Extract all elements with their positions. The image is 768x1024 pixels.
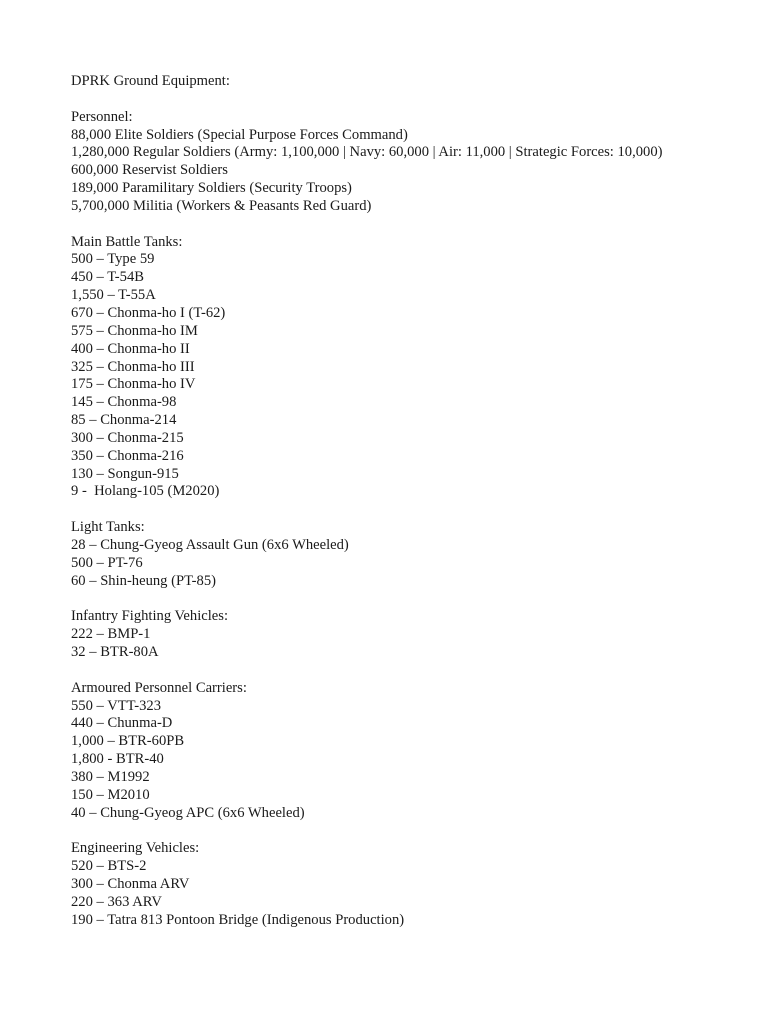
list-item: 380 – M1992 [71,768,150,785]
list-item: 189,000 Paramilitary Soldiers (Security Troops) [71,180,352,197]
list-item: 88,000 Elite Soldiers (Special Purpose Forces Command) [71,126,408,143]
list-item: 670 – Chonma-ho I (T-62) [71,304,226,321]
section-infantry-fighting-vehicles [71,608,761,662]
list-item: 520 – BTS-2 [71,858,147,875]
list-item: 220 – 363 ARV [71,893,162,910]
document-title-block [71,73,761,91]
list-item: 600,000 Reservist Soldiers [71,162,228,179]
list-item: 1,000 – BTR-60PB [71,733,185,750]
section-personnel [71,109,761,216]
list-item: 28 – Chung-Gyeog Assault Gun (6x6 Wheeled) [71,536,349,553]
section-main-battle-tanks [71,234,761,502]
list-item: 300 – Chonma ARV [71,875,190,892]
list-item: 60 – Shin-heung (PT-85) [71,572,216,589]
section-armoured-personnel-carriers [71,680,761,823]
document-title: DPRK Ground Equipment: [71,73,230,89]
list-item: 1,280,000 Regular Soldiers (Army: 1,100,000 | Navy: 60,000 | Air: 11,000 | Strategic Forces: 10,000) [71,144,663,161]
section-heading: Infantry Fighting Vehicles: [71,608,228,625]
section-engineering-vehicles [71,840,761,929]
list-item: 190 – Tatra 813 Pontoon Bridge (Indigenous Production) [71,911,405,928]
list-item: 1,550 – T-55A [71,287,156,304]
document-body [71,73,761,930]
section-heading: Light Tanks: [71,519,145,536]
list-item: 400 – Chonma-ho II [71,340,190,357]
list-item: 450 – T-54B [71,269,144,286]
section-heading: Armoured Personnel Carriers: [71,679,247,696]
section-heading: Main Battle Tanks: [71,233,183,250]
list-item: 300 – Chonma-215 [71,429,184,446]
list-item: 32 – BTR-80A [71,644,159,660]
list-item: 222 – BMP-1 [71,626,151,643]
list-item: 1,800 - BTR-40 [71,751,164,768]
list-item: 130 – Songun-915 [71,465,179,482]
list-item: 40 – Chung-Gyeog APC (6x6 Wheeled) [71,804,305,821]
list-item: 9 - Holang-105 (M2020) [71,483,220,500]
list-item: 5,700,000 Militia (Workers & Peasants Red Guard) [71,197,372,214]
list-item: 500 – Type 59 [71,251,155,268]
section-heading: Personnel: [71,108,133,125]
list-item: 150 – M2010 [71,786,150,803]
list-item: 575 – Chonma-ho IM [71,322,198,339]
list-item: 500 – PT-76 [71,554,143,571]
list-item: 550 – VTT-323 [71,697,161,714]
list-item: 440 – Chunma-D [71,715,173,732]
section-heading: Engineering Vehicles: [71,840,200,857]
list-item: 145 – Chonma-98 [71,394,177,411]
list-item: 325 – Chonma-ho III [71,358,195,375]
section-light-tanks [71,519,761,590]
list-item: 85 – Chonma-214 [71,412,177,429]
list-item: 175 – Chonma-ho IV [71,376,196,393]
list-item: 350 – Chonma-216 [71,447,184,464]
